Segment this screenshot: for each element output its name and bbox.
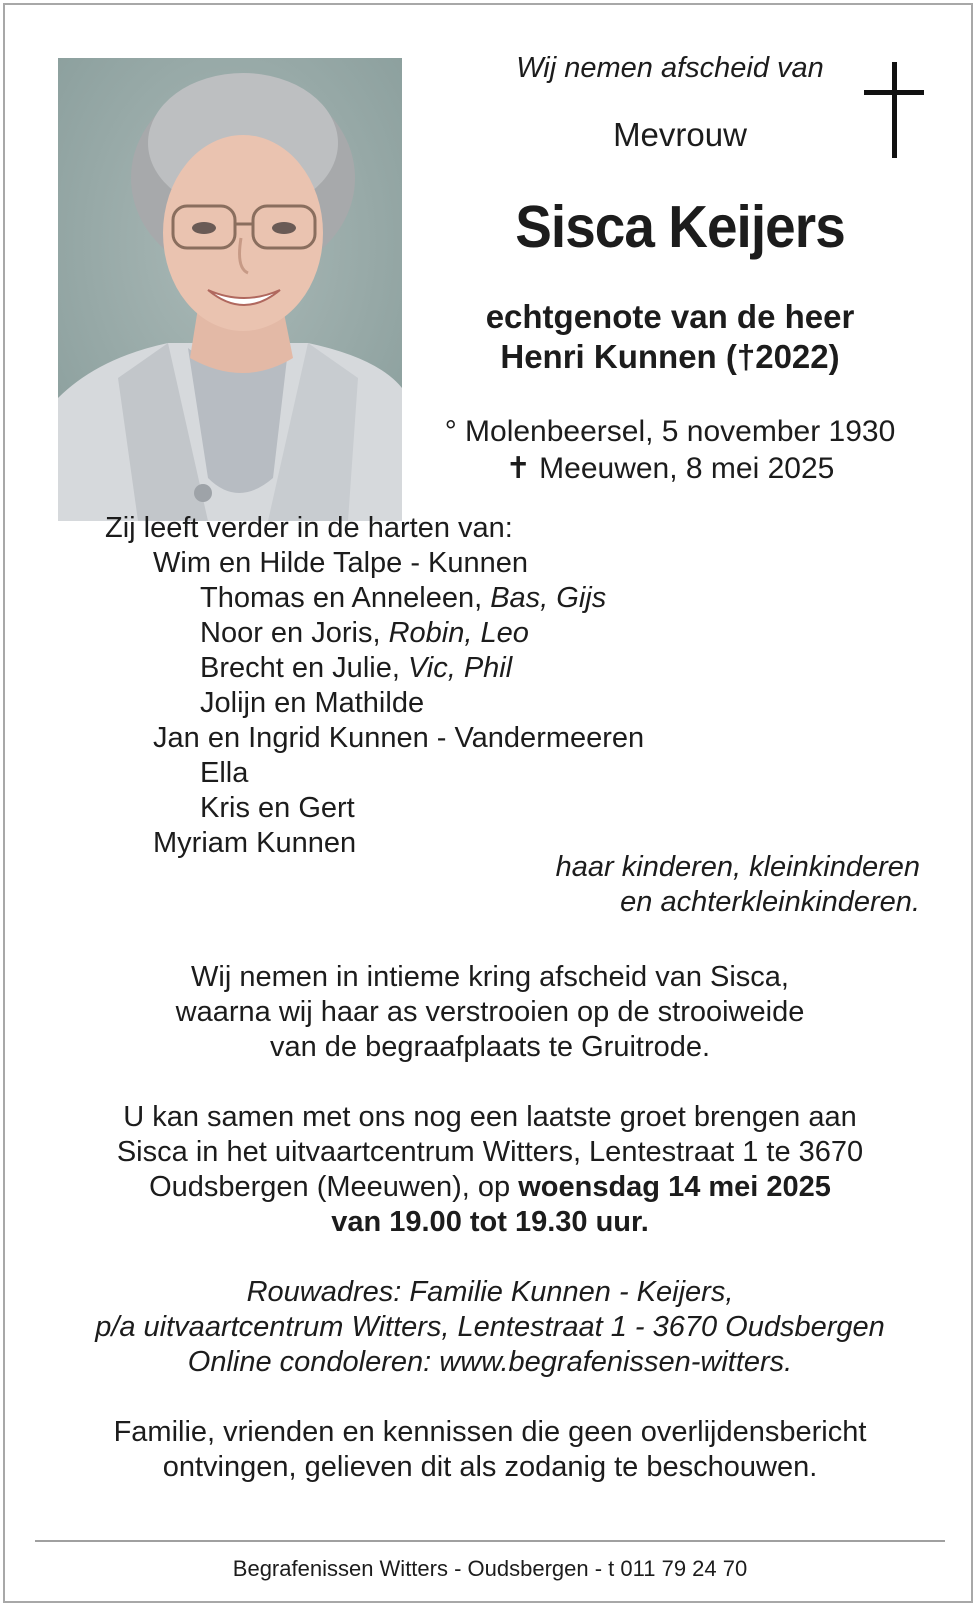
notice-line-1: Familie, vrienden en kennissen die geen overlijdensbericht: [113, 1416, 867, 1448]
condolence-line: Online condoleren: www.begrafenissen-witters.: [187, 1346, 793, 1378]
address-line-2: p/a uitvaartcentrum Witters, Lentestraat 1 - 3670 Oudsbergen: [95, 1311, 885, 1343]
intro-line: Wij nemen afscheid van: [516, 52, 824, 84]
relation-line-1: haar kinderen, kleinkinderen: [555, 851, 920, 883]
visit-line-3-text: Oudsbergen (Meeuwen), op: [149, 1171, 519, 1203]
family-member-name: Jolijn en Mathilde: [200, 687, 425, 719]
visit-date: woensdag 14 mei 2025: [518, 1171, 831, 1203]
family-member: [200, 651, 512, 686]
cross-icon: [864, 62, 924, 158]
family-member-name: Wim en Hilde Talpe - Kunnen: [153, 547, 529, 579]
death-line: ✝ Meeuwen, 8 mei 2025: [505, 452, 835, 485]
family-member: [153, 826, 356, 861]
family-member-name: Brecht en Julie,: [200, 652, 408, 684]
family-member: [200, 756, 248, 791]
spouse-line-2: Henri Kunnen (†2022): [500, 338, 840, 375]
family-member: [200, 791, 355, 826]
farewell-line-3: van de begraafplaats te Gruitrode.: [269, 1031, 711, 1063]
family-member-name: Ella: [200, 757, 249, 789]
visit-line-2: Sisca in het uitvaartcentrum Witters, Lentestraat 1 te 3670: [116, 1136, 864, 1168]
relation-line-2: en achterkleinkinderen.: [620, 886, 920, 918]
footer-divider: [35, 1540, 945, 1542]
visit-line-1: U kan samen met ons nog een laatste groet brengen aan: [123, 1101, 857, 1133]
deceased-name: Sisca Keijers: [515, 194, 845, 260]
family-member: [153, 546, 528, 581]
farewell-line-2: waarna wij haar as verstrooien op de strooiweide: [175, 996, 805, 1028]
family-intro: Zij leeft verder in de harten van:: [105, 512, 513, 544]
notice-line-2: ontvingen, gelieven dit als zodanig te beschouwen.: [162, 1451, 818, 1483]
visit-time: van 19.00 tot 19.30 uur.: [331, 1206, 649, 1238]
family-member: [200, 581, 606, 616]
family-member: [200, 686, 424, 721]
family-member-name: Thomas en Anneleen,: [200, 582, 491, 614]
family-member-name: Jan en Ingrid Kunnen - Vandermeeren: [153, 722, 645, 754]
family-member-name: Noor en Joris,: [200, 617, 389, 649]
family-member-name: Myriam Kunnen: [153, 827, 357, 859]
family-member-children: Bas, Gijs: [490, 582, 607, 614]
family-member-name: Kris en Gert: [200, 792, 355, 824]
birth-line: ° Molenbeersel, 5 november 1930: [444, 415, 896, 448]
portrait-photo: [58, 58, 402, 521]
salutation: Mevrouw: [613, 116, 747, 153]
family-member: [153, 721, 644, 756]
farewell-line-1: Wij nemen in intieme kring afscheid van Sisca,: [191, 961, 789, 993]
family-member: [200, 616, 529, 651]
address-line-1: Rouwadres: Familie Kunnen - Keijers,: [246, 1276, 734, 1308]
spouse-line-1: echtgenote van de heer: [485, 298, 855, 335]
family-member-children: Vic, Phil: [407, 652, 513, 684]
visit-line-3: [40, 1170, 940, 1205]
footer-contact: Begrafenissen Witters - Oudsbergen - t 011 79 24 70: [232, 1556, 748, 1581]
family-member-children: Robin, Leo: [388, 617, 529, 649]
